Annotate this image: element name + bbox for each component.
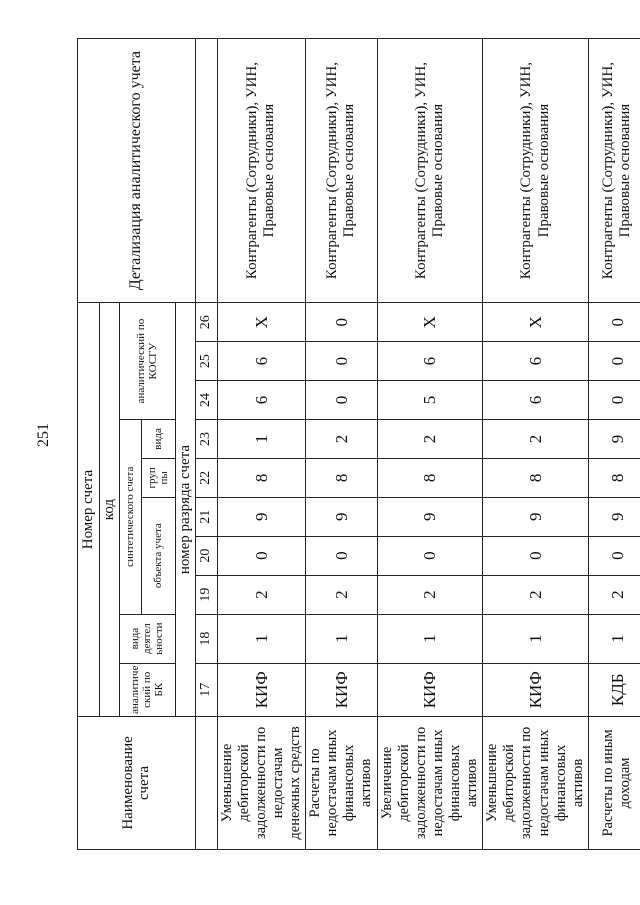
code-cell: КИФ [377,663,483,716]
code-cell: 0 [377,536,483,575]
accounts-table [77,38,640,850]
header-account-object: объекта учета [141,497,175,614]
account-name-cell: Уменьшение дебиторской задолженности по недостачам иных финансовых активов [483,716,589,849]
code-cell: 1 [217,614,306,663]
code-cell: 9 [377,497,483,536]
header-analytic-kosgu: аналитический по КОСГУ [119,303,175,420]
code-cell: 2 [483,575,589,614]
code-cell: 0 [306,303,377,342]
header-kind: вида [141,419,175,458]
code-cell: 9 [306,497,377,536]
account-name-cell: Уменьшение дебиторской задолженности по недостачам денежных средств [217,716,306,849]
digit-label: 17 [195,663,217,716]
account-name-cell: Расчеты по недостачам иных финансовых активов [306,716,377,849]
code-cell: 8 [588,458,640,497]
detail-cell: Контрагенты (Сотрудники), УИН, Правовые основания [377,39,483,303]
table-row [306,39,377,850]
header-account-number: Номер счета [78,303,100,717]
code-cell: 8 [377,458,483,497]
code-cell: 8 [483,458,589,497]
rotated-table-frame [77,38,634,850]
digit-label: 22 [195,458,217,497]
header-analytic-bk: аналитиче ский по БК [119,663,175,716]
code-cell: 6 [483,342,589,381]
code-cell: 9 [217,497,306,536]
table-row [217,39,306,850]
account-name-cell: Увеличение дебиторской задолженности по недостачам иных финансовых активов [377,716,483,849]
code-cell: 6 [377,342,483,381]
table-container [77,38,634,850]
code-cell: 2 [483,419,589,458]
code-cell: 0 [588,303,640,342]
header-group: груп пы [141,458,175,497]
code-cell: 9 [483,497,589,536]
code-cell: 0 [306,381,377,420]
code-cell: 0 [588,381,640,420]
digit-label: 20 [195,536,217,575]
code-cell: 0 [588,536,640,575]
digit-label: 23 [195,419,217,458]
digit-label: 24 [195,381,217,420]
table-row [483,39,589,850]
header-detail: Детализация аналитического учета [78,39,196,303]
table-row [588,39,640,850]
code-cell: Х [377,303,483,342]
code-cell: 2 [377,419,483,458]
code-cell: КИФ [483,663,589,716]
code-cell: 9 [588,497,640,536]
code-cell: 1 [306,614,377,663]
page-number: 251 [35,423,52,447]
digit-spacer-right [195,39,217,303]
digit-label: 25 [195,342,217,381]
code-cell: 6 [483,381,589,420]
code-cell: КДБ [588,663,640,716]
header-activity-type: вида деятел ьности [119,614,175,663]
code-cell: 6 [217,381,306,420]
detail-cell: Контрагенты (Сотрудники), УИН, Правовые основания [483,39,589,303]
code-cell: 2 [306,419,377,458]
code-cell: 9 [588,419,640,458]
digit-label: 26 [195,303,217,342]
code-cell: 2 [217,575,306,614]
code-cell: 0 [217,536,306,575]
code-cell: 2 [306,575,377,614]
header-account-name: Наименование счета [78,716,196,849]
code-cell: 8 [217,458,306,497]
code-cell: 2 [588,575,640,614]
digit-label: 18 [195,614,217,663]
table-row [377,39,483,850]
code-cell: 1 [377,614,483,663]
digit-label: 21 [195,497,217,536]
code-cell: 0 [306,536,377,575]
account-name-cell: Расчеты по иным доходам [588,716,640,849]
code-cell: 1 [483,614,589,663]
code-cell: 1 [588,614,640,663]
header-digit-number: номер разряда счета [175,303,195,717]
code-cell: 0 [588,342,640,381]
code-cell: 0 [483,536,589,575]
code-cell: 6 [217,342,306,381]
code-cell: КИФ [306,663,377,716]
detail-cell: Контрагенты (Сотрудники), УИН, Правовые основания [588,39,640,303]
code-cell: 1 [217,419,306,458]
code-cell: 8 [306,458,377,497]
code-cell: 2 [377,575,483,614]
detail-cell: Контрагенты (Сотрудники), УИН, Правовые основания [306,39,377,303]
code-cell: 0 [306,342,377,381]
code-cell: 5 [377,381,483,420]
digit-spacer-left [195,716,217,849]
digit-label: 19 [195,575,217,614]
header-synthetic: синтетического счета [119,419,141,614]
code-cell: КИФ [217,663,306,716]
header-code: код [100,303,120,717]
code-cell: Х [217,303,306,342]
detail-cell: Контрагенты (Сотрудники), УИН, Правовые основания [217,39,306,303]
code-cell: Х [483,303,589,342]
